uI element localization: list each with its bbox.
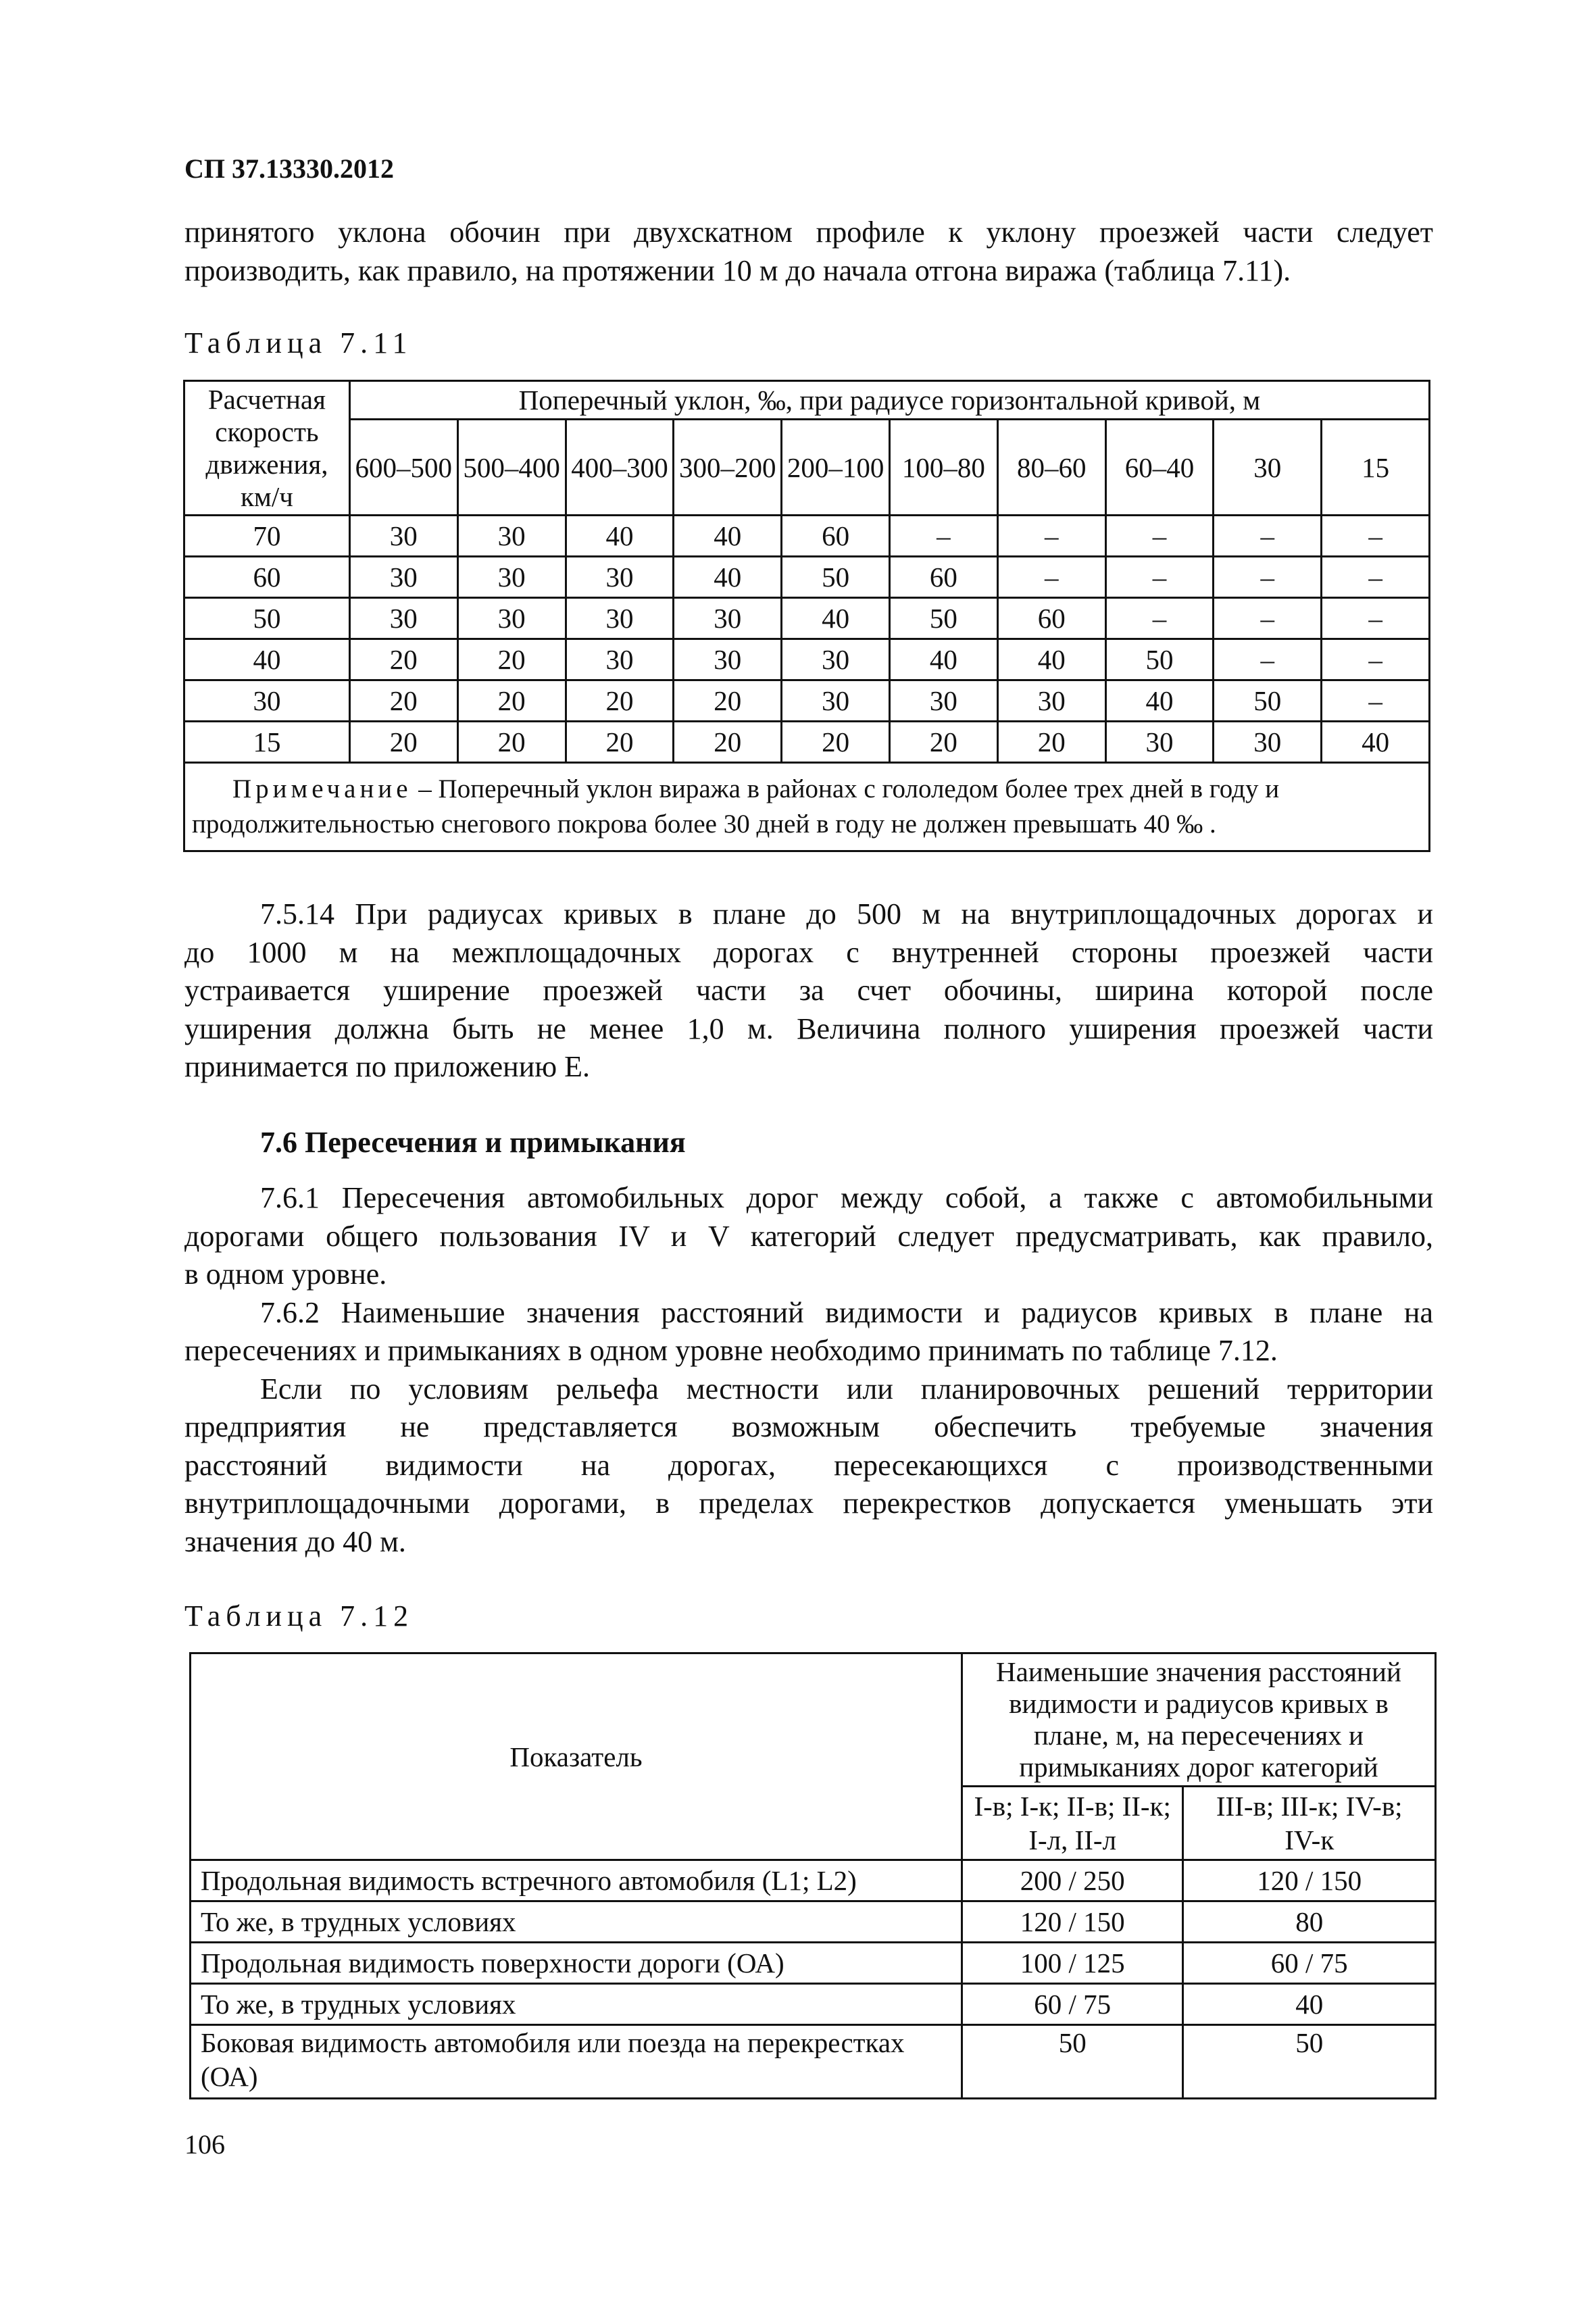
slope-cell: 30	[566, 557, 674, 598]
text-line: устраивается уширение проезжей части за счет обочины, ширина которой после	[184, 974, 1433, 1007]
text-line: предприятия не представляется возможным обеспечить требуемые значения	[184, 1410, 1433, 1443]
slope-cell: 20	[349, 680, 457, 722]
text-line: внутриплощадочными дорогами, в пределах перекрестков допускается уменьшать эти	[184, 1487, 1433, 1520]
text-line: производить, как правило, на протяжении 10 м до начала отгона виража (таблица 7.11).	[184, 253, 1291, 287]
text-line: Если по условиям рельефа местности или планировочных решений территории	[260, 1372, 1433, 1405]
radius-column-header: 300–200	[674, 420, 782, 516]
value-cell: 100 / 125	[962, 1943, 1183, 1984]
radius-column-header: 30	[1214, 420, 1322, 516]
radius-column-header: 60–40	[1105, 420, 1214, 516]
value-cell: 80	[1183, 1901, 1436, 1943]
slope-cell: 20	[782, 722, 890, 763]
radius-column-header: 15	[1322, 420, 1430, 516]
slope-cell: 20	[566, 680, 674, 722]
slope-cell: 40	[997, 639, 1105, 680]
note-label: Примечание	[232, 774, 412, 803]
note-text: – Поперечный уклон виража в районах с гололедом более трех дней в году и продолжительностью снегового покрова более 30 дней в году не должен превышать 40 ‰ .	[192, 774, 1280, 839]
table-row	[191, 1901, 1436, 1943]
indicator-cell: То же, в трудных условиях	[191, 1984, 962, 2025]
slope-cell: 50	[1105, 639, 1214, 680]
slope-cell: –	[1322, 680, 1430, 722]
slope-cell: 40	[1322, 722, 1430, 763]
slope-cell: –	[1322, 639, 1430, 680]
slope-cell: 30	[890, 680, 998, 722]
table-row	[191, 1984, 1436, 2025]
table-row	[184, 516, 1430, 557]
speed-header: Расчетная скорость движения, км/ч	[184, 381, 350, 516]
text-line: значения до 40 м.	[184, 1524, 406, 1558]
indicator-cell: Боковая видимость автомобиля или поезда на перекрестках (ОА)	[191, 2025, 962, 2099]
text-line: в одном уровне.	[184, 1258, 387, 1291]
slope-cell: 30	[782, 639, 890, 680]
slope-cell: –	[1105, 598, 1214, 639]
slope-cell: 40	[890, 639, 998, 680]
slope-cell: –	[1322, 557, 1430, 598]
slope-cell: 30	[1105, 722, 1214, 763]
slope-cell: –	[890, 516, 998, 557]
table-row	[184, 639, 1430, 680]
slope-cell: –	[1214, 516, 1322, 557]
slope-cell: 30	[457, 598, 566, 639]
text-line: принимается по приложению Е.	[184, 1050, 591, 1083]
slope-cell: 20	[457, 680, 566, 722]
slope-cell: 30	[349, 598, 457, 639]
slope-cell: 30	[457, 557, 566, 598]
slope-cell: 30	[349, 557, 457, 598]
value-cell: 50	[962, 2025, 1183, 2099]
slope-cell: 50	[890, 598, 998, 639]
slope-cell: 60	[997, 598, 1105, 639]
slope-cell: 30	[349, 516, 457, 557]
slope-group-header: Поперечный уклон, ‰, при радиусе горизонтальной кривой, м	[349, 381, 1429, 420]
slope-cell: 30	[674, 598, 782, 639]
slope-cell: 20	[457, 722, 566, 763]
slope-cell: 30	[674, 639, 782, 680]
slope-cell: 30	[457, 516, 566, 557]
text-line: расстояний видимости на дорогах, пересекающихся с производственными	[184, 1448, 1433, 1482]
table-7-11-caption: Таблица 7.11	[184, 326, 413, 359]
radius-column-header: 80–60	[997, 420, 1105, 516]
slope-cell: 20	[997, 722, 1105, 763]
paragraph-7-6-1	[184, 1179, 1433, 1561]
table-7-11	[183, 380, 1430, 852]
indicator-header: Показатель	[191, 1653, 962, 1860]
slope-cell: 30	[566, 639, 674, 680]
indicator-cell: Продольная видимость поверхности дороги (ОА)	[191, 1943, 962, 1984]
slope-cell: 20	[457, 639, 566, 680]
value-cell: 120 / 150	[1183, 1860, 1436, 1901]
table-7-12	[189, 1652, 1437, 2099]
table-row	[184, 680, 1430, 722]
slope-cell: –	[997, 557, 1105, 598]
slope-cell: –	[1214, 557, 1322, 598]
value-cell: 60 / 75	[1183, 1943, 1436, 1984]
speed-cell: 50	[184, 598, 350, 639]
page-number: 106	[184, 2129, 225, 2160]
slope-cell: 50	[782, 557, 890, 598]
speed-cell: 30	[184, 680, 350, 722]
slope-cell: –	[1322, 516, 1430, 557]
slope-cell: 60	[890, 557, 998, 598]
text-line: уширения должна быть не менее 1,0 м. Величина полного уширения проезжей части	[184, 1012, 1433, 1045]
slope-cell: 20	[566, 722, 674, 763]
slope-cell: 40	[1105, 680, 1214, 722]
radius-column-header: 500–400	[457, 420, 566, 516]
slope-cell: –	[1214, 639, 1322, 680]
radius-column-header: 100–80	[890, 420, 998, 516]
table-row	[184, 557, 1430, 598]
speed-cell: 15	[184, 722, 350, 763]
value-cell: 60 / 75	[962, 1984, 1183, 2025]
indicator-cell: Продольная видимость встречного автомобиля (L1; L2)	[191, 1860, 962, 1901]
slope-cell: 30	[997, 680, 1105, 722]
table-note	[184, 763, 1430, 851]
slope-cell: 40	[674, 516, 782, 557]
paragraph-7-5-14	[184, 895, 1433, 1087]
document-code-header: СП 37.13330.2012	[184, 153, 394, 184]
radius-column-header: 400–300	[566, 420, 674, 516]
category-col-2-header: III-в; III-к; IV-в; IV-к	[1183, 1787, 1436, 1860]
slope-cell: 50	[1214, 680, 1322, 722]
value-cell: 200 / 250	[962, 1860, 1183, 1901]
slope-cell: 40	[674, 557, 782, 598]
slope-cell: 30	[782, 680, 890, 722]
slope-cell: –	[1105, 557, 1214, 598]
speed-cell: 60	[184, 557, 350, 598]
table-row	[191, 2025, 1436, 2099]
slope-cell: 20	[349, 722, 457, 763]
text-line: 7.6.1 Пересечения автомобильных дорог между собой, а также с автомобильными	[260, 1181, 1433, 1214]
text-line: 7.6.2 Наименьшие значения расстояний видимости и радиусов кривых в плане на	[260, 1295, 1433, 1329]
table-7-12-caption: Таблица 7.12	[184, 1599, 414, 1633]
slope-cell: –	[1214, 598, 1322, 639]
text-line: дорогами общего пользования IV и V категорий следует предусматривать, как правило,	[184, 1219, 1433, 1253]
slope-cell: –	[1322, 598, 1430, 639]
value-cell: 40	[1183, 1984, 1436, 2025]
text-line: принятого уклона обочин при двухскатном профиле к уклону проезжей части следует	[184, 216, 1433, 249]
slope-cell: 60	[782, 516, 890, 557]
slope-cell: 20	[890, 722, 998, 763]
slope-cell: 20	[674, 722, 782, 763]
text-line: пересечениях и примыканиях в одном уровне необходимо принимать по таблице 7.12.	[184, 1334, 1278, 1367]
slope-cell: –	[1105, 516, 1214, 557]
speed-cell: 70	[184, 516, 350, 557]
slope-cell: 20	[349, 639, 457, 680]
text-line: до 1000 м на межплощадочных дорогах с внутренней стороны проезжей части	[184, 935, 1433, 969]
slope-cell: 30	[1214, 722, 1322, 763]
section-heading: 7.6 Пересечения и примыкания	[260, 1126, 686, 1159]
table-row	[191, 1860, 1436, 1901]
slope-cell: 20	[674, 680, 782, 722]
category-col-1-header: I-в; I-к; II-в; II-к; I-л, II-л	[962, 1787, 1183, 1860]
indicator-cell: То же, в трудных условиях	[191, 1901, 962, 1943]
table-row	[184, 598, 1430, 639]
table-row	[191, 1943, 1436, 1984]
table-row	[184, 722, 1430, 763]
speed-cell: 40	[184, 639, 350, 680]
slope-cell: 40	[782, 598, 890, 639]
value-cell: 50	[1183, 2025, 1436, 2099]
radius-column-header: 600–500	[349, 420, 457, 516]
radius-column-header: 200–100	[782, 420, 890, 516]
slope-cell: 40	[566, 516, 674, 557]
slope-cell: 30	[566, 598, 674, 639]
slope-cell: –	[997, 516, 1105, 557]
text-line: 7.5.14 При радиусах кривых в плане до 500 м на внутриплощадочных дорогах и	[260, 897, 1433, 930]
visibility-group-header: Наименьшие значения расстояний видимости и радиусов кривых в плане, м, на пересечениях и примыканиях дорог категорий	[962, 1653, 1435, 1787]
value-cell: 120 / 150	[962, 1901, 1183, 1943]
intro-paragraph	[184, 214, 1433, 290]
